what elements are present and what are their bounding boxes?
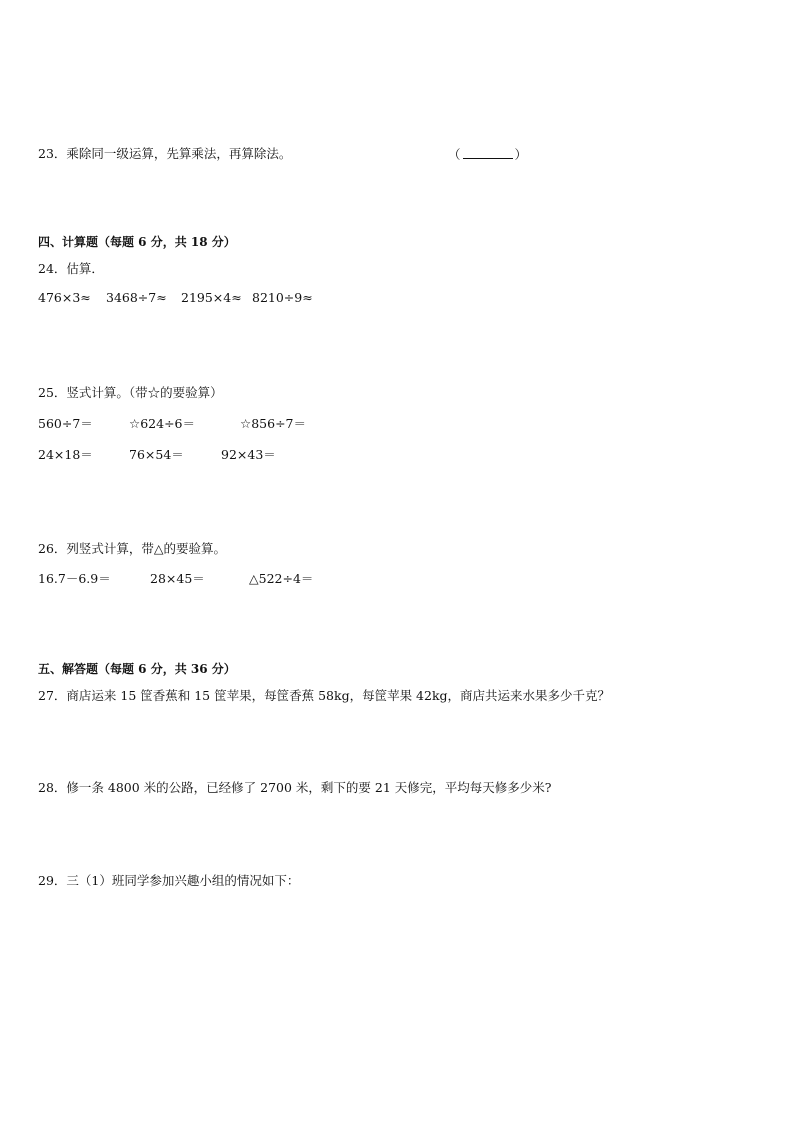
estimate-item: 2195×4≈ <box>181 290 242 305</box>
calc-item: 16.7－6.9＝ <box>38 571 111 586</box>
question-23-text: 23．乘除同一级运算，先算乘法，再算除法。 <box>38 146 292 161</box>
question-25-text: 25．竖式计算。（带☆的要验算） <box>38 385 223 400</box>
question-29-text: 29．三（1）班同学参加兴趣小组的情况如下： <box>38 873 300 888</box>
question-26-text: 26．列竖式计算，带△的要验算。 <box>38 541 227 556</box>
paren-open: （ <box>448 147 461 162</box>
estimate-item: 8210÷9≈ <box>252 290 313 305</box>
calc-item: 560÷7＝ <box>38 416 93 431</box>
calc-item: 24×18＝ <box>38 447 93 462</box>
calc-item: 76×54＝ <box>129 447 184 462</box>
calc-item: 28×45＝ <box>150 571 205 586</box>
section-5-title: 五、解答题（每题 6 分，共 36 分） <box>38 662 236 676</box>
calc-item: ☆856÷7＝ <box>240 416 306 431</box>
question-24-text: 24．估算． <box>38 261 104 276</box>
section-4-title: 四、计算题（每题 6 分，共 18 分） <box>38 235 236 249</box>
question-27-text: 27．商店运来 15 筐香蕉和 15 筐苹果，每筐香蕉 58kg，每筐苹果 42kg，商店共运来水果多少千克？ <box>38 688 611 703</box>
calc-item: ☆624÷6＝ <box>129 416 195 431</box>
calc-item: △522÷4＝ <box>249 571 314 586</box>
answer-blank[interactable] <box>448 146 527 163</box>
estimate-item: 3468÷7≈ <box>106 290 167 305</box>
estimate-item: 476×3≈ <box>38 290 91 305</box>
blank-line[interactable] <box>463 146 513 159</box>
question-28-text: 28．修一条 4800 米的公路，已经修了 2700 米，剩下的要 21 天修完，平均每天修多少米? <box>38 780 552 795</box>
calc-item: 92×43＝ <box>221 447 276 462</box>
paren-close: ） <box>514 147 528 162</box>
